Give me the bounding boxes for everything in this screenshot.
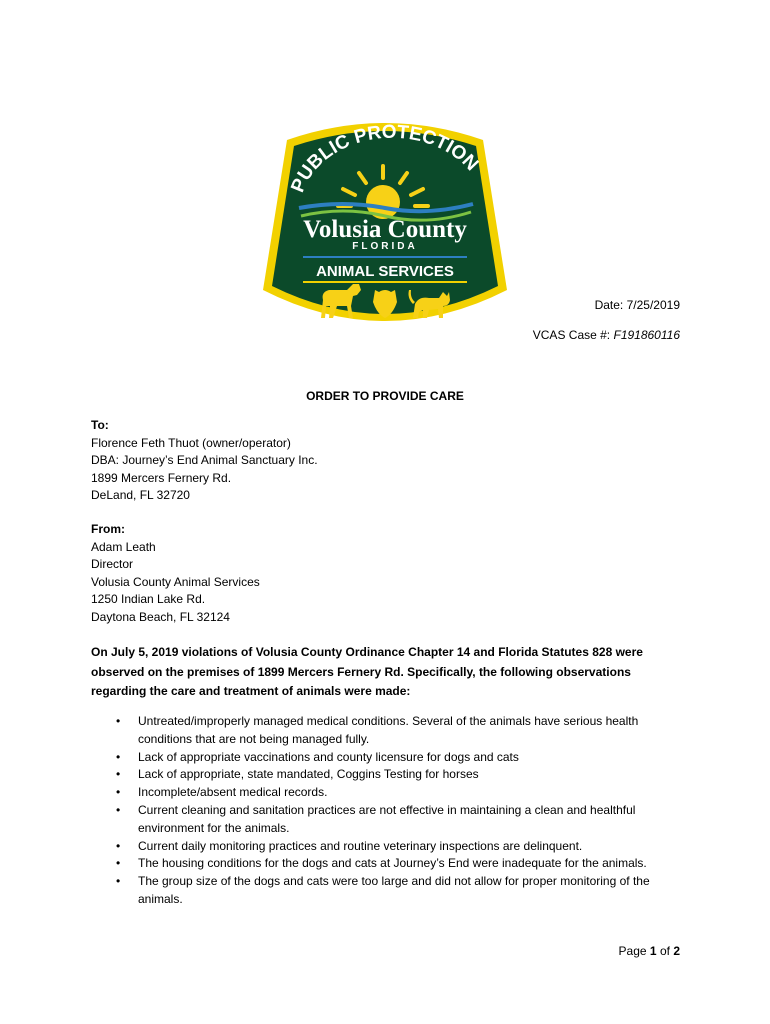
bullet-icon: • (116, 714, 121, 728)
bullet-icon: • (116, 785, 121, 800)
observations-list (91, 713, 691, 909)
bullet-icon: • (116, 856, 121, 871)
of-label: of (659, 944, 670, 958)
list-item (91, 838, 691, 856)
list-item-line: Current daily monitoring practices and routine veterinary inspections are delinquent. (138, 838, 583, 853)
bullet-icon: • (116, 802, 121, 817)
list-item-line: The housing conditions for the dogs and cats at Journey’s End were inadequate for the animals. (138, 856, 647, 871)
from-line: Volusia County Animal Services (91, 574, 260, 589)
logo-arc-text: PUBLIC PROTECTION (287, 121, 483, 196)
list-item (91, 873, 691, 909)
document-title: ORDER TO PROVIDE CARE (306, 389, 464, 403)
page-total: 2 (673, 944, 680, 958)
volusia-animal-services-logo (263, 120, 507, 336)
logo-state-text: FLORIDA (352, 241, 418, 252)
bullet-icon: • (116, 838, 121, 853)
list-item-line: Untreated/improperly managed medical conditions. Several of the animals have serious health (138, 714, 639, 728)
date-value: 7/25/2019 (626, 298, 680, 312)
logo-divider-bottom (303, 281, 467, 283)
violation-intro-paragraph (91, 643, 691, 702)
list-item-line: conditions that are not being managed fully. (138, 731, 370, 746)
date-line (595, 298, 680, 312)
logo-county-text: Volusia County (303, 216, 467, 243)
to-block (91, 417, 318, 505)
from-line: Daytona Beach, FL 32124 (91, 609, 230, 624)
date-label: Date: (594, 298, 624, 312)
list-item (91, 855, 691, 873)
page-number (619, 944, 680, 958)
list-item (91, 766, 691, 784)
list-item-line: environment for the animals. (138, 820, 290, 835)
list-item (91, 713, 691, 749)
from-line: Director (91, 557, 134, 572)
list-item-line: The group size of the dogs and cats were too large and did not allow for proper monitoring of the (138, 874, 650, 889)
from-block (91, 521, 260, 627)
list-item (91, 749, 691, 767)
list-item-line: Incomplete/absent medical records. (138, 785, 328, 800)
page-label: Page (618, 944, 647, 958)
case-number-value: F191860116 (613, 328, 680, 342)
to-line: 1899 Mercers Fernery Rd. (91, 470, 232, 485)
bullet-icon: • (116, 874, 121, 889)
intro-line: On July 5, 2019 violations of Volusia County Ordinance Chapter 14 and Florida Statutes 828 were (91, 645, 643, 659)
from-line: 1250 Indian Lake Rd. (91, 592, 206, 607)
list-item-line: animals. (138, 891, 183, 906)
intro-line: regarding the care and treatment of animals were made: (91, 684, 411, 698)
logo-divider-top (303, 256, 467, 258)
bullet-icon: • (116, 749, 121, 764)
case-label: VCAS Case #: (532, 328, 611, 342)
list-item (91, 784, 691, 802)
from-label: From: (91, 522, 125, 536)
list-item-line: Lack of appropriate vaccinations and county licensure for dogs and cats (138, 749, 519, 764)
from-line: Adam Leath (91, 539, 156, 554)
bullet-icon: • (116, 767, 121, 782)
logo-division-text: ANIMAL SERVICES (316, 263, 454, 280)
to-line: Florence Feth Thuot (owner/operator) (91, 435, 291, 450)
to-line: DeLand, FL 32720 (91, 488, 190, 503)
list-item-line: Lack of appropriate, state mandated, Coggins Testing for horses (138, 767, 479, 782)
to-label: To: (91, 418, 109, 432)
to-line: DBA: Journey’s End Animal Sanctuary Inc. (91, 453, 318, 468)
page-current: 1 (649, 944, 657, 958)
intro-line: observed on the premises of 1899 Mercers Fernery Rd. Specifically, the following observations (91, 664, 631, 679)
case-number-line (533, 328, 680, 342)
list-item-line: Current cleaning and sanitation practices are not effective in maintaining a clean and healthful (138, 802, 636, 817)
list-item (91, 802, 691, 838)
